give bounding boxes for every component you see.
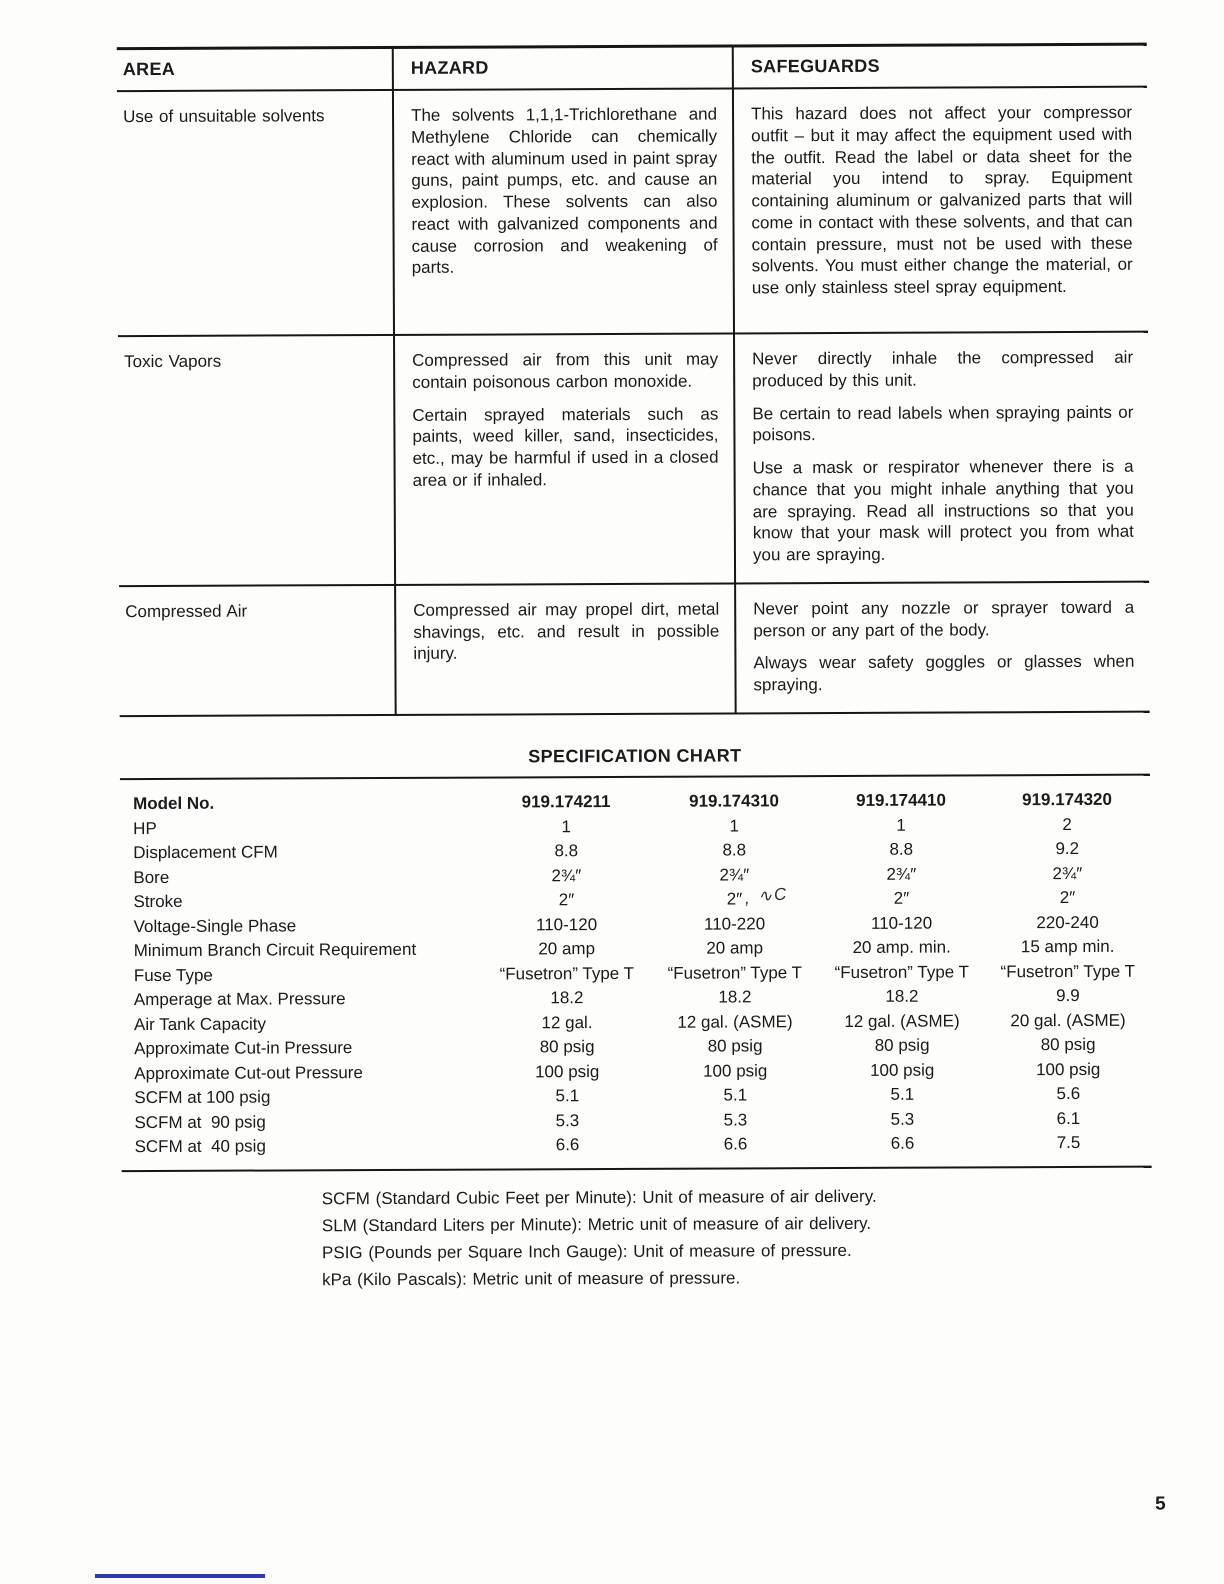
safeguard-paragraph: Be certain to read labels when spraying paints or poisons. [752,402,1134,445]
spec-value: 5.1 [555,1086,580,1106]
spec-value: 100 psig [1036,1059,1101,1079]
spec-value: 7.5 [1056,1132,1081,1153]
spec-value: 2 [1062,814,1072,834]
spec-value: 110-120 [535,914,598,934]
hazard-paragraph: Compressed air from this unit may contain poisonous carbon monoxide. [412,349,719,392]
spec-value: 110-220 [703,913,766,934]
spec-value: 18.2 [718,987,752,1007]
spec-value: 5.3 [555,1110,580,1130]
spec-value: 1 [896,815,906,835]
spec-value: 919.174320 [1022,789,1112,810]
spec-value: 5.3 [723,1109,748,1130]
spec-value: 18.2 [550,988,584,1008]
spec-value: 1 [561,816,571,836]
spec-value: 12 gal. (ASME) [677,1011,793,1032]
spec-value: 919.174410 [856,790,946,810]
spec-value [650,883,818,912]
spec-value: 80 psig [874,1035,930,1055]
spec-value: 100 psig [535,1061,600,1081]
spec-value: 919.174310 [689,791,779,811]
specification-chart [120,744,1152,1172]
hazard-table-row [119,582,1150,714]
spec-value: 18.2 [885,986,919,1006]
definition-line: SLM (Standard Liters per Minute): Metric unit of measure of air delivery. [321,1213,872,1236]
area-cell [119,586,395,715]
spec-row-label: Stroke [133,891,183,912]
spec-row-label: SCFM at 40 psig [134,1136,266,1157]
header-area: AREA [122,59,176,80]
definition-line: PSIG (Pounds per Square Inch Gauge): Unit of measure of pressure. [321,1240,852,1263]
scan-artifact-line [95,1574,265,1578]
spec-value: 919.174211 [521,792,611,812]
hazard-safeguards-table [117,43,1150,717]
header-safeguards: SAFEGUARDS [732,46,1147,88]
hazard-cell [393,334,734,583]
spec-value: 5.3 [890,1109,915,1129]
spec-value: 20 amp [538,939,596,959]
spec-value: 12 gal. [541,1012,593,1032]
spec-value: 110-120 [870,913,933,933]
safeguards-cell [733,333,1149,583]
safeguard-paragraph: Never directly inhale the compressed air produced by this unit. [752,347,1134,391]
spec-value: 80 psig [707,1036,763,1056]
spec-value: 2¾″ [551,865,582,885]
definition-line: SCFM (Standard Cubic Feet per Minute): Unit of measure of air delivery. [321,1186,877,1209]
spec-row-label: HP [133,818,157,838]
spec-value: 2¾″ [1052,863,1083,883]
safeguard-paragraph: Use a mask or respirator whenever there is a chance that you might inhale anything that you are spraying. Read all instructions so that you know that your mask will protect you from what you are spraying. [752,456,1134,565]
spec-row-label: Displacement CFM [133,842,278,863]
header-hazard: HAZARD [392,47,732,88]
spec-value: 5.6 [1056,1083,1081,1104]
definition-line: kPa (Kilo Pascals): Metric unit of measure of pressure. [322,1268,741,1290]
spec-row-label: Approximate Cut-in Pressure [134,1038,353,1059]
spec-table [120,774,1152,1172]
spec-value: 15 amp min. [1020,936,1115,957]
spec-value-text: 2″ [726,889,743,909]
spec-row-label: Air Tank Capacity [133,1014,267,1034]
spec-row-label: Fuse Type [133,965,213,985]
hazard-cell [394,584,735,713]
spec-value: 6.1 [1056,1108,1081,1128]
spec-chart-title: SPECIFICATION CHART [528,745,742,767]
safeguard-paragraph: Always wear safety goggles or glasses when spraying. [753,651,1135,695]
definitions-block [322,1182,1062,1293]
spec-value: “Fusetron” Type T [667,962,803,983]
spec-value: 2″ [893,888,910,908]
safeguard-paragraph: This hazard does not affect your compressor outfit – but it may affect the equipment used with the outfit. Read the label or data sheet for the material you intend to spray. Equipment containing aluminum or galvanized parts that will come in contact with these solvents, and that can contain pressure, must not be used with these solvents. You must either change the material, or use only stainless steel spray equipment. [751,102,1133,298]
spec-row-label: Model No. [133,793,215,814]
spec-value: “Fusetron” Type T [834,961,970,982]
spec-value: 6.6 [555,1135,580,1155]
spec-value: 6.6 [890,1133,915,1153]
spec-value: 1 [729,815,739,835]
safeguards-cell [734,582,1150,712]
spec-value: 2″ [1059,887,1076,908]
spec-value: 9.2 [1055,838,1080,859]
area-label: Use of unsuitable solvents [123,106,325,127]
hazard-table-header-row [117,46,1147,92]
area-label: Compressed Air [125,601,248,621]
spec-value: 20 amp. min. [852,937,951,957]
safeguard-paragraph: Never point any nozzle or sprayer toward a person or any part of the body. [753,597,1135,640]
spec-row-label: SCFM at 100 psig [134,1087,271,1108]
spec-value: 9.9 [1056,985,1080,1006]
spec-value: 100 psig [703,1060,768,1081]
spec-row-label: Approximate Cut-out Pressure [134,1062,363,1083]
spec-value: 100 psig [870,1060,935,1080]
area-cell [117,91,393,335]
spec-row-label: Minimum Branch Circuit Requirement [133,939,417,961]
area-cell [118,336,394,585]
spec-value: 80 psig [539,1037,595,1057]
hazard-table-row [118,333,1149,587]
hazard-paragraph: The solvents 1,1,1-Trichlorethane and Methylene Chloride can chemically react with aluminum used in paint spray guns, paint pumps, etc. and cause an explosion. These solvents can also react with galvanized components and cause corrosion and weakening of parts. [411,104,718,278]
spec-row-label: Bore [133,867,170,887]
spec-value: 12 gal. (ASME) [844,1010,960,1031]
spec-row [121,1131,1151,1160]
spec-row-label: SCFM at 90 psig [134,1112,266,1132]
spec-value: 220-240 [1036,912,1099,932]
page-number: 5 [1155,1493,1166,1515]
spec-value: 6.6 [723,1134,748,1154]
safeguards-cell [732,88,1148,333]
hazard-table-row [117,88,1148,337]
spec-value: 20 amp [706,938,764,958]
spec-value: “Fusetron” Type T [499,963,635,983]
spec-value: 2″ [558,890,575,910]
spec-value: 8.8 [554,841,579,861]
spec-value: 5.1 [890,1084,915,1104]
spec-value: 8.8 [889,839,914,859]
spec-value: 20 gal. (ASME) [1010,1010,1126,1030]
spec-value: 8.8 [722,840,747,860]
spec-value: “Fusetron” Type T [1000,961,1136,981]
handwritten-annotation: , ∿C [743,883,790,908]
spec-value: 2¾″ [886,864,917,884]
spec-value: 2¾″ [719,864,750,885]
hazard-paragraph: Compressed air may propel dirt, metal shavings, etc. and result in possible injury. [413,599,720,664]
spec-value: 5.1 [723,1085,748,1105]
area-label: Toxic Vapors [124,351,222,372]
hazard-cell [392,89,733,333]
hazard-paragraph: Certain sprayed materials such as paints, weed killer, sand, insecticides, etc., may be harmful if used in a closed area or if inhaled. [412,404,719,490]
spec-row-label: Voltage-Single Phase [133,915,297,936]
spec-row-label: Amperage at Max. Pressure [133,989,346,1010]
spec-value: 80 psig [1040,1034,1096,1055]
